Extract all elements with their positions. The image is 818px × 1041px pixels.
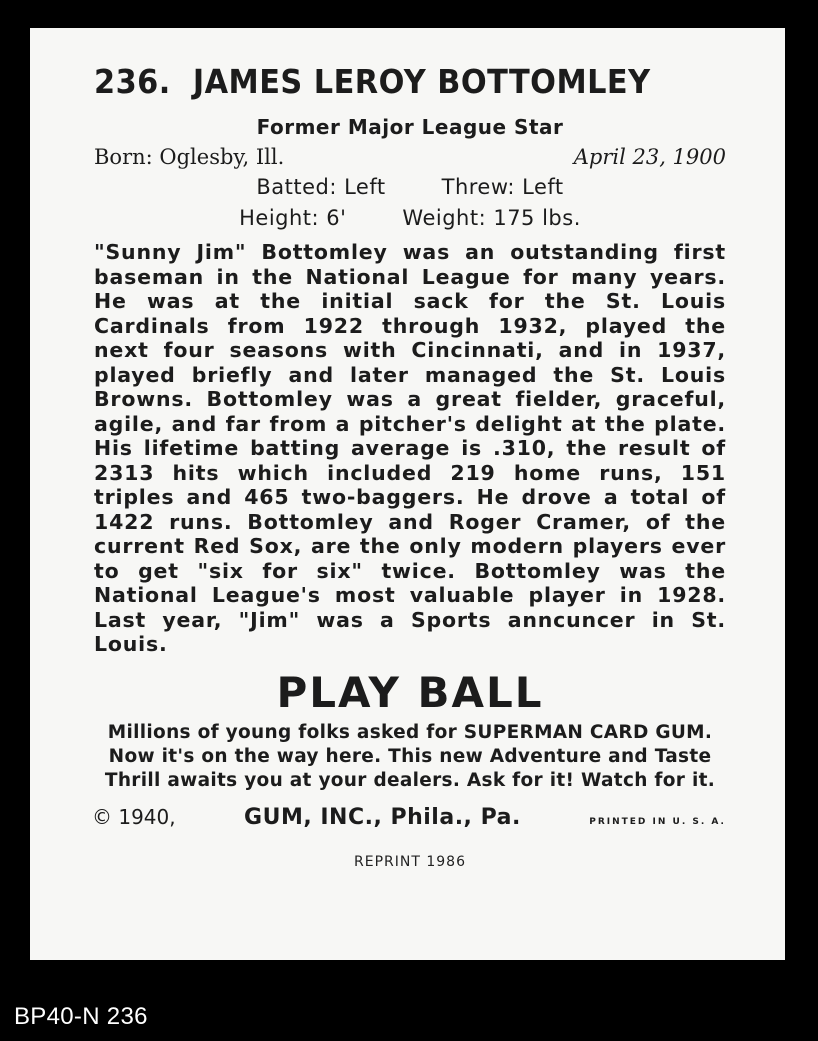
play-ball-heading: PLAY BALL — [276, 667, 544, 717]
printed-in: PRINTED IN U. S. A. — [589, 816, 726, 827]
player-bio — [94, 240, 726, 657]
card-content — [94, 58, 726, 870]
player-subtitle: Former Major League Star — [256, 115, 564, 139]
card-number: 236. — [94, 62, 171, 101]
birth-row — [94, 142, 726, 172]
threw: Threw: Left — [441, 175, 564, 199]
bio-text: "Sunny Jim" Bottomley was an outstanding first baseman in the National League for many years. He was at the initial sack for the St. Louis Cardinals from 1922 through 1932, played the next four seasons with Cincinnati, and in 1937, played briefly and later managed the St. Louis Browns. Bottomley was a great fielder, graceful, agile, and far from a pitcher's delight at the plate. His lifetime batting average is .310, the result of 2313 hits which included 219 home runs, 151 triples and 465 two-baggers. He drove a total of 1422 runs. Bottomley and Roger Cramer, of the current Red Sox, are the only modern players ever to get "six for six" twice. Bottomley was the National League's most valuable player in 1928. Last year, "Jim" was a Sports anncuncer in St. Louis. — [94, 240, 726, 656]
batted: Batted: Left — [256, 175, 386, 199]
copyright: © 1940, — [92, 804, 176, 829]
player-name: JAMES LEROY BOTTOMLEY — [192, 62, 651, 101]
card-footer — [94, 803, 726, 836]
manufacturer: GUM, INC., Phila., Pa. — [244, 804, 521, 830]
card-title — [94, 58, 675, 106]
promo-text: Millions of young folks asked for SUPERMAN CARD GUM. Now it's on the way here. This new Adventure and Taste Thrill awaits you at your dealers. Ask for it! Watch for it. — [104, 721, 716, 791]
height: Height: 6' — [239, 206, 347, 230]
card-back — [30, 28, 785, 960]
birth-place: Born: Oglesby, Ill. — [94, 145, 285, 169]
height-weight-row — [94, 203, 726, 234]
weight: Weight: 175 lbs. — [402, 206, 581, 230]
card-code-caption: BP40-N 236 — [14, 1003, 148, 1030]
bat-throw-row — [94, 172, 726, 203]
birth-date: April 23, 1900 — [573, 145, 726, 169]
reprint-label: REPRINT 1986 — [354, 853, 466, 870]
